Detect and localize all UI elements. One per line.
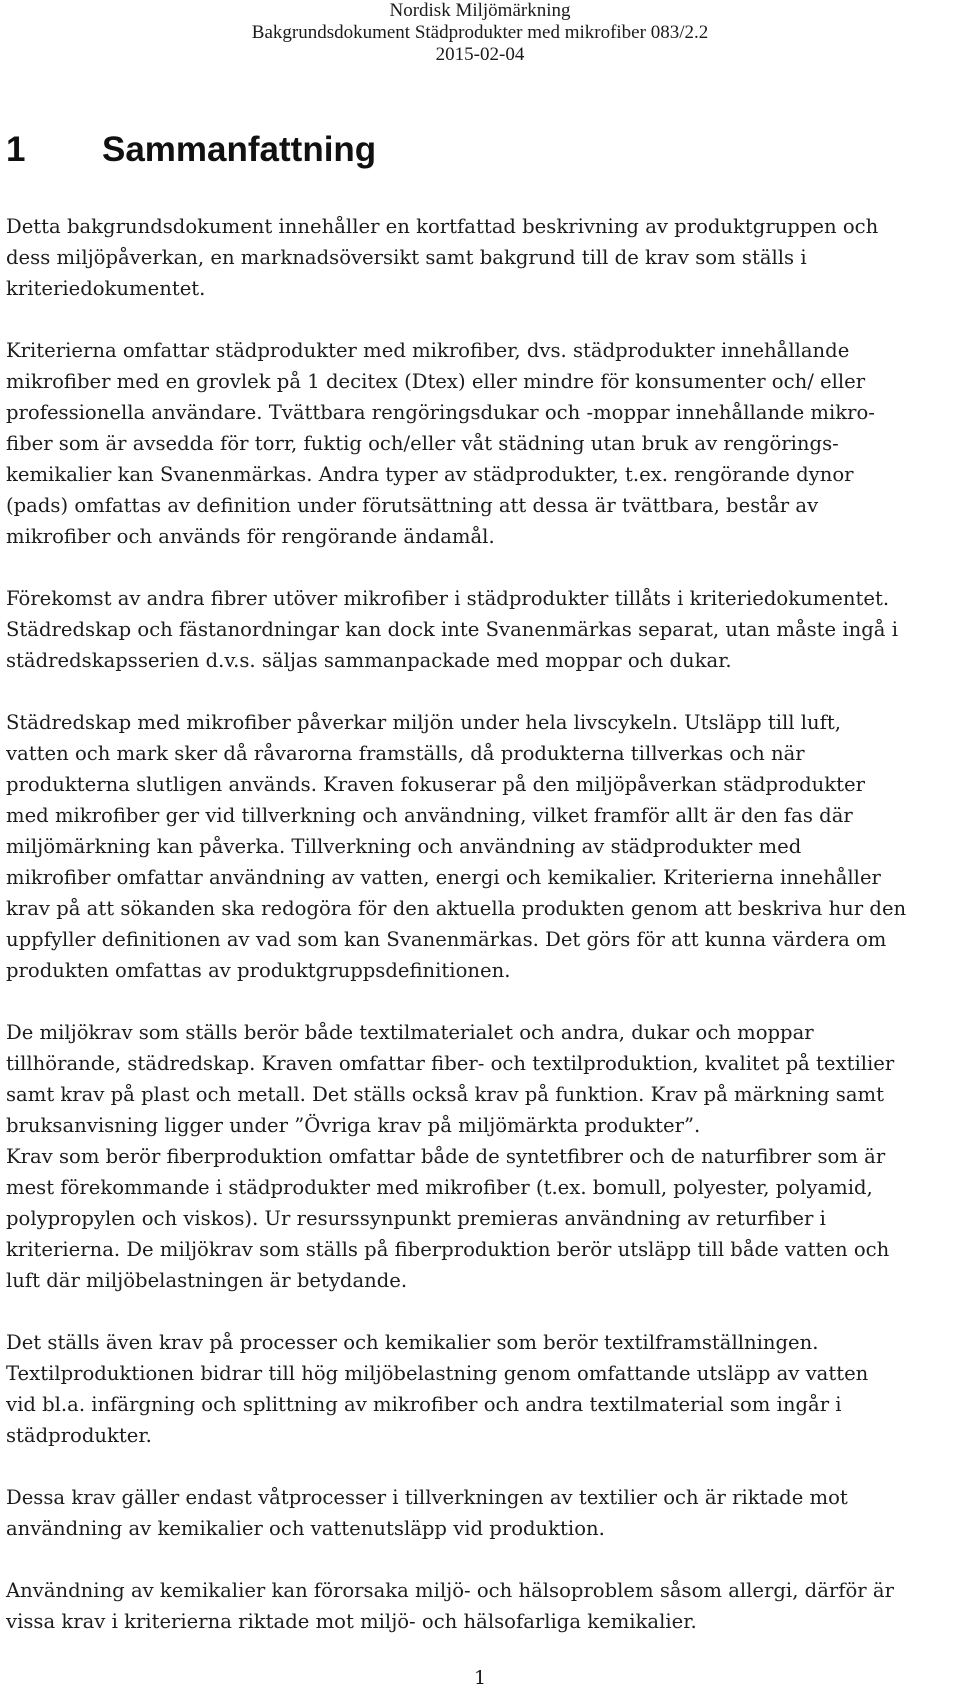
paragraph-wet-processes: [6, 1482, 956, 1544]
text-line: professionella användare. Tvättbara rengöringsdukar och -moppar innehållande mikro-: [6, 401, 875, 424]
text-line: fiber som är avsedda för torr, fuktig och/eller våt städning utan bruk av rengörings-: [6, 432, 839, 455]
text-line: uppfyller definitionen av vad som kan Svanenmärkas. Det görs för att kunna värdera om: [6, 928, 887, 951]
text-line: dess miljöpåverkan, en marknadsöversikt samt bakgrund till de krav som ställs i: [6, 246, 807, 269]
text-line: kemikalier kan Svanenmärkas. Andra typer av städprodukter, t.ex. rengörande dynor: [6, 463, 854, 486]
page-header: [0, 0, 960, 66]
text-line: vatten och mark sker då råvarorna framställs, då produkterna tillverkas och när: [6, 742, 805, 765]
text-line: vissa krav i kriterierna riktade mot miljö- och hälsofarliga kemikalier.: [6, 1610, 697, 1633]
text-line: användning av kemikalier och vattenutsläpp vid produktion.: [6, 1517, 605, 1540]
text-line: Detta bakgrundsdokument innehåller en kortfattad beskrivning av produktgruppen och: [6, 215, 879, 238]
paragraph-requirements: [6, 1017, 956, 1141]
text-line: Krav som berör fiberproduktion omfattar både de syntetfibrer och de naturfibrer som är: [6, 1145, 886, 1168]
text-line: Dessa krav gäller endast våtprocesser i tillverkningen av textilier och är riktade mot: [6, 1486, 848, 1509]
text-line: kriterierna. De miljökrav som ställs på fiberproduktion berör utsläpp till både vatten och: [6, 1238, 890, 1261]
header-document-title: Bakgrundsdokument Städprodukter med mikrofiber 083/2.2: [251, 22, 709, 43]
text-line: bruksanvisning ligger under ”Övriga krav på miljömärkta produkter”.: [6, 1114, 701, 1137]
text-line: tillhörande, städredskap. Kraven omfattar fiber- och textilproduktion, kvalitet på textilier: [6, 1052, 895, 1075]
text-line: polypropylen och viskos). Ur resurssynpunkt premieras användning av returfiber i: [6, 1207, 826, 1230]
text-line: Förekomst av andra fibrer utöver mikrofiber i städprodukter tillåts i kriteriedokumentet.: [6, 587, 890, 610]
text-line: mikrofiber omfattar användning av vatten, energi och kemikalier. Kriterierna innehåller: [6, 866, 881, 889]
text-line: mest förekommande i städprodukter med mikrofiber (t.ex. bomull, polyester, polyamid,: [6, 1176, 873, 1199]
text-line: Kriterierna omfattar städprodukter med mikrofiber, dvs. städprodukter innehållande: [6, 339, 850, 362]
text-line: städprodukter.: [6, 1424, 152, 1447]
text-line: krav på att sökanden ska redogöra för den aktuella produkten genom att beskriva hur den: [6, 897, 907, 920]
text-line: Det ställs även krav på processer och kemikalier som berör textilframställningen.: [6, 1331, 819, 1354]
paragraph-processes: [6, 1327, 956, 1451]
text-line: med mikrofiber ger vid tillverkning och användning, vilket framför allt är den fas där: [6, 804, 853, 827]
text-line: vid bl.a. infärgning och splittning av mikrofiber och andra textilmaterial som ingår i: [6, 1393, 842, 1416]
paragraph-fibre-production: [6, 1141, 956, 1296]
text-line: städredskapsserien d.v.s. säljas sammanpackade med moppar och dukar.: [6, 649, 732, 672]
paragraph-scope: [6, 335, 956, 552]
section-title: Sammanfattning: [102, 130, 377, 169]
header-date: 2015-02-04: [435, 44, 525, 65]
paragraph-lifecycle: [6, 707, 956, 986]
text-line: samt krav på plast och metall. Det ställs också krav på funktion. Krav på märkning samt: [6, 1083, 884, 1106]
document-body: [6, 211, 956, 1668]
text-line: mikrofiber och används för rengörande ändamål.: [6, 525, 495, 548]
text-line: Städredskap och fästanordningar kan dock inte Svanenmärkas separat, utan måste ingå i: [6, 618, 898, 641]
section-number: 1: [6, 130, 26, 169]
section-heading: [6, 128, 376, 172]
text-line: miljömärkning kan påverka. Tillverkning och användning av städprodukter med: [6, 835, 802, 858]
text-line: kriteriedokumentet.: [6, 277, 206, 300]
text-line: produkterna slutligen används. Kraven fokuserar på den miljöpåverkan städprodukter: [6, 773, 866, 796]
paragraph-chemicals: [6, 1575, 956, 1637]
page-number: 1: [473, 1667, 487, 1689]
text-line: Textilproduktionen bidrar till hög miljöbelastning genom omfattande utsläpp av vatten: [6, 1362, 869, 1385]
text-line: (pads) omfattas av definition under förutsättning att dessa är tvättbara, består av: [6, 494, 819, 517]
header-organization: Nordisk Miljömärkning: [389, 0, 571, 21]
paragraph-intro: [6, 211, 956, 304]
text-line: mikrofiber med en grovlek på 1 decitex (Dtex) eller mindre för konsumenter och/ eller: [6, 370, 866, 393]
text-line: produkten omfattas av produktgruppsdefinitionen.: [6, 959, 511, 982]
text-line: Användning av kemikalier kan förorsaka miljö- och hälsoproblem såsom allergi, därför är: [6, 1579, 894, 1602]
paragraph-other-fibres: [6, 583, 956, 676]
text-line: De miljökrav som ställs berör både textilmaterialet och andra, dukar och moppar: [6, 1021, 814, 1044]
text-line: luft där miljöbelastningen är betydande.: [6, 1269, 408, 1292]
text-line: Städredskap med mikrofiber påverkar miljön under hela livscykeln. Utsläpp till luft,: [6, 711, 841, 734]
